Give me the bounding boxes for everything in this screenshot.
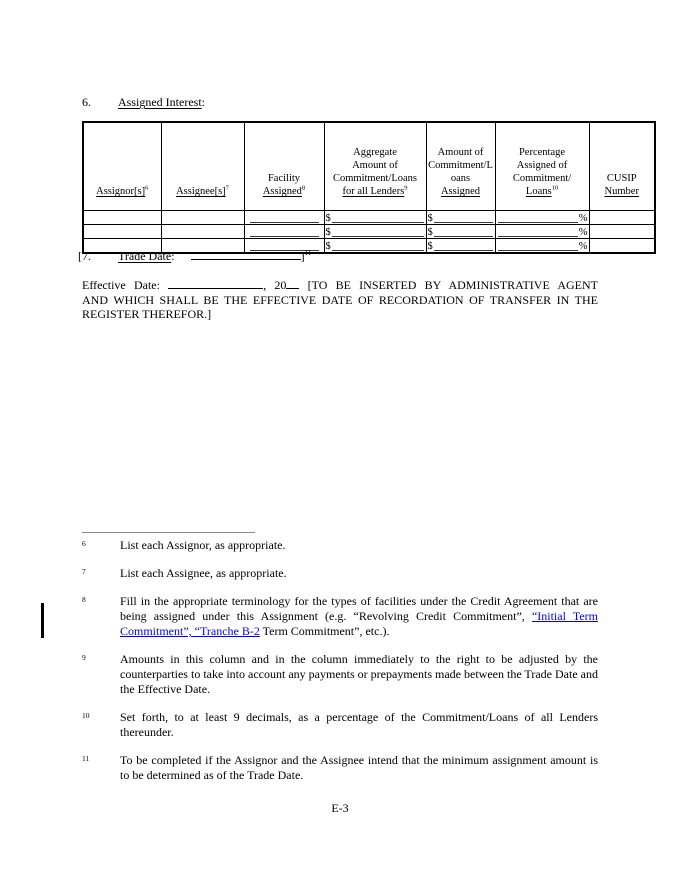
initial-term-commitment-link[interactable]: “Initial Term Commitment”, “Tranche B-2 — [120, 609, 598, 638]
footnote-number: 9 — [82, 653, 86, 662]
trade-date-label: Trade Date — [118, 249, 172, 263]
page-number: E-3 — [331, 801, 349, 815]
blank-line — [498, 226, 578, 237]
footnote-9: 9 Amounts in this column and in the column immediately to the right to be adjusted by the counterparties to take into account any payments or prepayments made between the Trade Date and the Effective Date. — [82, 652, 598, 696]
blank-line — [332, 226, 424, 237]
table-header-row — [83, 122, 655, 211]
cell-percentage: % — [495, 225, 589, 239]
cell-aggregate-amount: $ — [324, 211, 426, 225]
footnote-11: 11 To be completed if the Assignor and the Assignee intend that the minimum assignment amount is to be determined as of the Trade Date. — [82, 753, 598, 782]
cell-aggregate-amount: $ — [324, 239, 426, 254]
trade-date-blank — [191, 248, 301, 260]
section-title: Assigned Interest — [118, 95, 202, 109]
cell-assignee — [161, 211, 244, 225]
trade-date-line: [7. Trade Date: ]$^{11}$ — [78, 249, 312, 263]
col-header-aggregate-amount: Aggregate Amount of Commitment/Loans for all Lenders$^9$ — [324, 122, 426, 211]
footnote-number: 7 — [82, 567, 86, 576]
effective-date-paragraph — [82, 277, 598, 322]
cell-aggregate-amount: $ — [324, 225, 426, 239]
footnote-number: 10 — [82, 711, 90, 720]
blank-line — [434, 226, 493, 237]
blank-line — [250, 212, 319, 223]
table-row — [83, 211, 655, 225]
blank-line — [332, 212, 424, 223]
effective-date-label: Effective Date: — [82, 278, 160, 292]
cell-assignor — [83, 225, 161, 239]
effective-date-line2: AND WHICH SHALL BE THE EFFECTIVE DATE OF RECORDATION OF TRANSFER IN THE — [82, 292, 598, 307]
section-number: 6. — [82, 95, 91, 109]
footnote-number: 11 — [82, 754, 90, 763]
footnotes-section — [82, 538, 598, 796]
cell-facility — [244, 225, 324, 239]
col-header-amount-assigned: Amount of Commitment/L oans Assigned — [426, 122, 495, 211]
footnote-ref-11: 11 — [304, 249, 312, 257]
assigned-interest-table — [82, 121, 656, 254]
footnote-number: 8 — [82, 595, 86, 604]
effective-date-line3: REGISTER THEREFOR.] — [82, 307, 212, 321]
revision-change-bar — [41, 603, 44, 638]
cell-amount-assigned: $ — [426, 239, 495, 254]
section-6-heading: 6. Assigned Interest: — [82, 95, 205, 109]
blank-line — [250, 226, 319, 237]
blank-line — [434, 212, 493, 223]
cell-cusip — [589, 211, 655, 225]
cell-percentage: % — [495, 239, 589, 254]
footnote-8: 8 Fill in the appropriate terminology for the types of facilities under the Credit Agreement that are being assigned under this Assignment (e.g. “Revolving Credit Commitment”, “Initial Term Commitment”, “Tranche B-2 Term Commitment”, etc.). — [82, 594, 598, 638]
footnote-7: 7 List each Assignee, as appropriate. — [82, 566, 287, 580]
footnote-number: 6 — [82, 539, 86, 548]
cell-amount-assigned: $ — [426, 211, 495, 225]
effective-date-blank — [168, 277, 263, 289]
cell-percentage: % — [495, 211, 589, 225]
footnote-10: 10 Set forth, to at least 9 decimals, as a percentage of the Commitment/Loans of all Lenders thereunder. — [82, 710, 598, 739]
cell-assignee — [161, 225, 244, 239]
item-7-number: [7. — [78, 249, 91, 263]
cell-assignor — [83, 211, 161, 225]
cell-cusip — [589, 225, 655, 239]
footnote-6: 6 List each Assignor, as appropriate. — [82, 538, 286, 552]
footnote-separator — [82, 532, 255, 533]
cell-facility — [244, 211, 324, 225]
cell-amount-assigned: $ — [426, 225, 495, 239]
col-header-cusip: CUSIP Number — [589, 122, 655, 211]
col-header-percentage-assigned: Percentage Assigned of Commitment/ Loans$^{10}$ — [495, 122, 589, 211]
col-header-assignor: $Assignor[s]^6$ — [83, 122, 161, 211]
table-row — [83, 225, 655, 239]
col-header-assignee: $Assignee[s]^7$ — [161, 122, 244, 211]
col-header-facility-assigned: Facility Assigned$^8$ — [244, 122, 324, 211]
year-blank — [286, 277, 299, 289]
blank-line — [498, 212, 578, 223]
effective-date-line1: Effective Date: , 20 [TO BE INSERTED BY ADMINISTRATIVE AGENT — [82, 278, 598, 292]
